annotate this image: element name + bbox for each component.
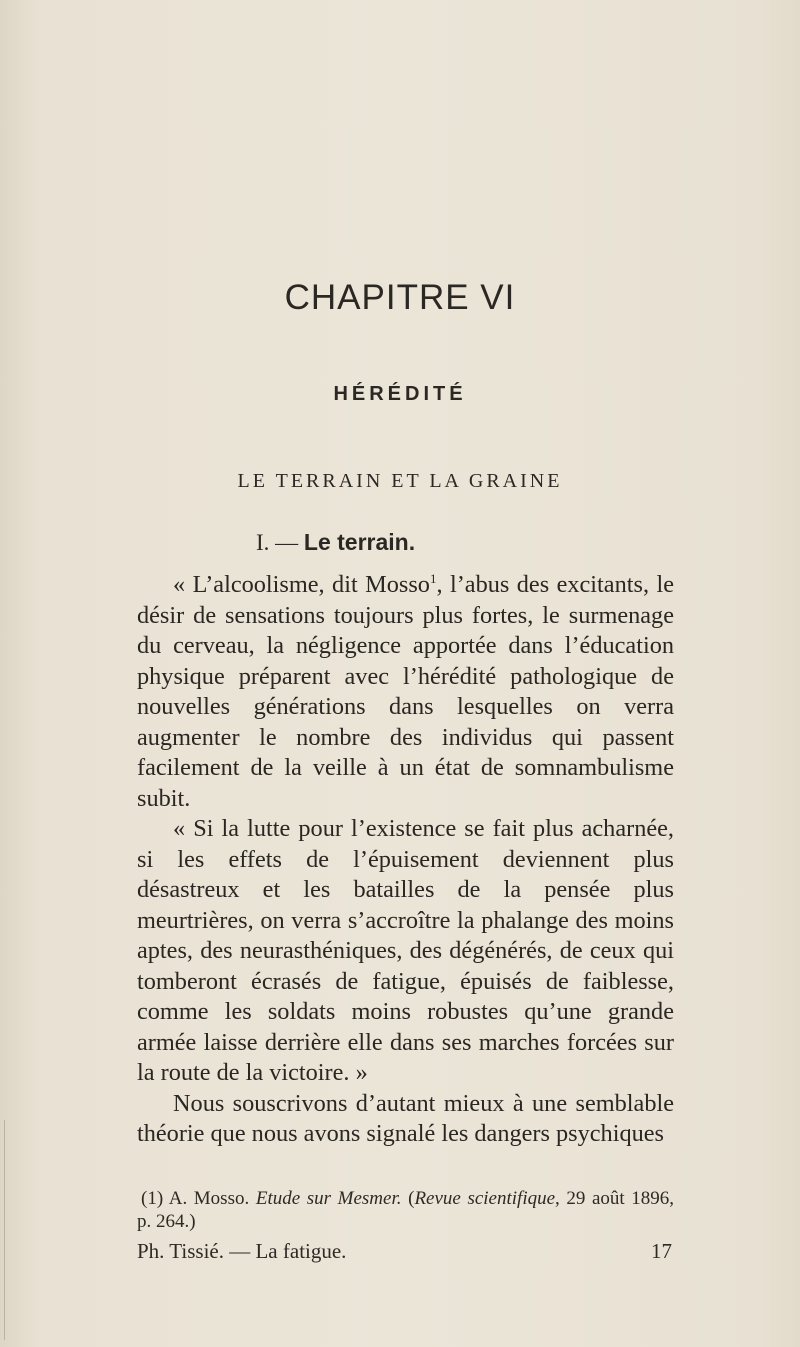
footnote-journal: Revue scientifique	[414, 1188, 556, 1209]
footnote-work: Etude sur Mesmer.	[255, 1188, 402, 1209]
footer-author: Ph. Tissié.	[137, 1239, 224, 1263]
page-edge-line	[4, 1120, 5, 1340]
paragraph-text: , l’abus des excitants, le désir de sensations toujours plus fortes, le surmenage du cerveau, la négligence apportée dans l’éducation physique préparent avec l’hérédité pathologique de nouvelles générations dans lesquelles on verra augmenter le nombre des individus qui passent facilement de la veille à un état de somnambulisme subit.	[137, 571, 674, 812]
footnote-marker: (1)	[141, 1188, 164, 1209]
paragraph-text: « L’alcoolisme, dit Mosso	[173, 571, 430, 598]
paragraph-text: « Si la lutte pour l’existence se fait plus acharnée, si les effets de l’épuisement deviennent plus désastreux et les batailles de la pensée plus meurtrières, on verra s’accroître la phalange des moins aptes, des neurasthéniques, des dégénérés, de ceux qui tomberont écrasés de fatigue, épuisés de faiblesse, comme les soldats moins robustes qu’une grande armée laisse derrière elle dans ses marches forcées sur la route de la victoire. »	[137, 815, 674, 1086]
running-footer	[137, 1239, 674, 1264]
chapter-title: HÉRÉDITÉ	[333, 383, 467, 405]
section-heading	[256, 529, 415, 556]
chapter-subtitle: LE TERRAIN ET LA GRAINE	[237, 470, 563, 492]
page-number: 17	[651, 1239, 672, 1263]
body-text	[137, 570, 674, 1150]
footnote	[137, 1187, 674, 1233]
footnote-open-paren: (	[408, 1188, 415, 1209]
section-title: Le terrain.	[303, 529, 416, 555]
footnote-reference: 1	[429, 570, 437, 586]
paragraph	[137, 814, 674, 1089]
footer-book-title: La fatigue.	[255, 1239, 347, 1263]
paragraph-text: Nous souscrivons d’autant mieux à une semblable théorie que nous avons signalé les dangers psychiques	[137, 1089, 674, 1147]
footnote-details: , 29 août 1896, p. 264.)	[137, 1188, 675, 1232]
chapter-heading: CHAPITRE VI	[284, 278, 516, 317]
paragraph	[137, 570, 674, 814]
paragraph	[137, 1089, 674, 1150]
footer-separator: —	[229, 1239, 251, 1263]
section-number: I. —	[256, 530, 299, 555]
footnote-author: A. Mosso.	[168, 1188, 250, 1209]
